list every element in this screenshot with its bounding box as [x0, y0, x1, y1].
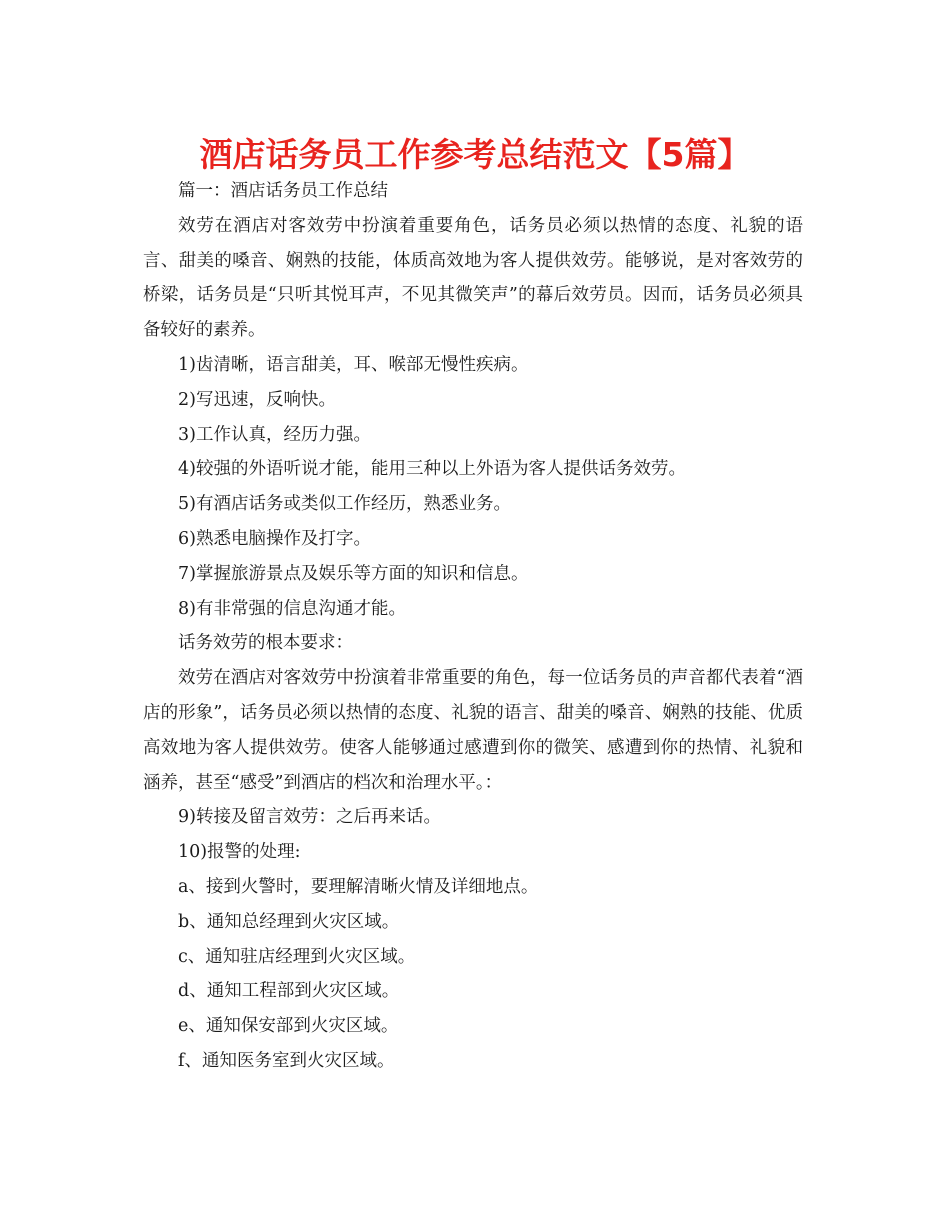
list-item: 3)工作认真，经历力强。	[178, 424, 371, 445]
list-item: 4)较强的外语听说才能，能用三种以上外语为客人提供话务效劳。	[178, 459, 686, 480]
list-item: e、通知保安部到火灾区域。	[178, 1016, 399, 1037]
list-item: 9)转接及留言效劳：之后再来话。	[178, 807, 441, 828]
list-item: 10)报警的处理:	[178, 842, 301, 863]
body-paragraph: 效劳在酒店对客效劳中扮演着非常重要的角色，每一位话务员的声音都代表着“酒店的形象”，话务员必须以热情的态度、礼貌的语言、甜美的嗓音、娴熟的技能、优质高效地为客人提供效劳。使客人能够通过感遭到你的微笑、感遭到你的热情、礼貌和涵养，甚至“感受”到酒店的档次和治理水平。：	[143, 668, 803, 793]
document-title: 酒店话务员工作参考总结范文【5篇】	[199, 135, 751, 174]
list-item: d、通知工程部到火灾区域。	[178, 981, 400, 1002]
list-item: f、通知医务室到火灾区域。	[178, 1050, 395, 1071]
list-item: 1)齿清晰，语言甜美，耳、喉部无慢性疾病。	[178, 354, 529, 375]
list-item: a、接到火警时，要理解清晰火情及详细地点。	[178, 876, 539, 897]
body-paragraph: 效劳在酒店对客效劳中扮演着重要角色，话务员必须以热情的态度、礼貌的语言、甜美的嗓音、娴熟的技能，体质高效地为客人提供效劳。能够说，是对客效劳的桥梁，话务员是“只听其悦耳声，不见其微笑声”的幕后效劳员。因而，话务员必须具备较好的素养。	[143, 215, 803, 341]
section-heading: 话务效劳的根本要求：	[178, 633, 353, 654]
section-heading: 篇一：酒店话务员工作总结	[178, 181, 388, 201]
list-item: b、通知总经理到火灾区域。	[178, 911, 400, 932]
list-item: 7)掌握旅游景点及娱乐等方面的知识和信息。	[178, 563, 529, 584]
list-item: c、通知驻店经理到火灾区域。	[178, 946, 416, 967]
list-item: 8)有非常强的信息沟通才能。	[178, 598, 406, 619]
list-item: 2)写迅速，反响快。	[178, 389, 336, 410]
document-body	[143, 174, 803, 1079]
list-item: 6)熟悉电脑操作及打字。	[178, 528, 371, 549]
list-item: 5)有酒店话务或类似工作经历，熟悉业务。	[178, 494, 511, 515]
